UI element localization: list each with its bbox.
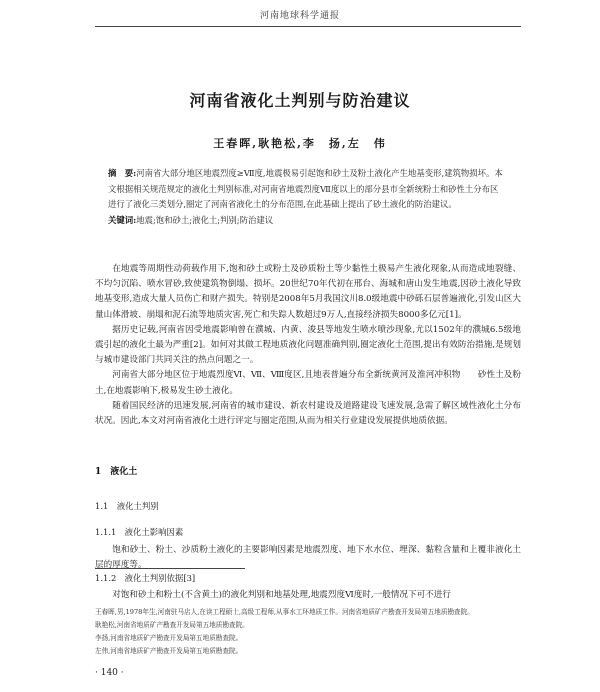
footnote-author-3: 李扬,河南省地质矿产勘查开发局第五地质勘查院。	[95, 634, 243, 642]
footnotes	[95, 606, 521, 658]
body-paragraph: 饱和砂土、粉土、沙质粉土液化的主要影响因素是地震烈度、地下水水位、埋深、黏粒含量和上覆非液化土层的厚度等。	[95, 545, 521, 571]
section-heading-1-1: 1.1 液化土判别	[95, 501, 159, 511]
abstract-label: 摘 要:	[108, 168, 137, 178]
introduction	[95, 262, 521, 429]
section-heading-1-1-2: 1.1.2 液化土判别依据[3]	[95, 572, 199, 584]
page-number: · 140 ·	[95, 668, 124, 678]
abstract-block	[108, 166, 506, 228]
header-rule	[95, 26, 521, 27]
intro-paragraph: 在地震等周期性动荷载作用下,饱和砂土或粉土及砂质粉土等少黏性土极易产生液化现象,从而造成地裂缝、不均匀沉陷、喷水冒砂,致使建筑物倒塌、损坏。20世纪70年代初在邢台、海城和唐山发生地震,因砂土液化导致地基变形,造成大量人员伤亡和财产损失。特别是2008年5月我国汶川8.0级地震中砂砾石层普遍液化,引发山区大量山体滑坡、崩塌和泥石流等地质灾害,死亡和失踪人数超过9万人,直接经济损失8000多亿元[1]。	[95, 264, 521, 320]
footnote-rule	[95, 568, 245, 569]
running-header: 河南地球科学通报	[259, 11, 340, 21]
abstract-paragraph	[108, 166, 506, 213]
section-heading-1-1-1: 1.1.1 液化土影响因素	[95, 527, 184, 537]
section-1-1-2-body	[95, 588, 521, 603]
keywords-text: 地震;饱和砂土;液化土;判别;防治建议	[136, 214, 274, 225]
footnote-author-4: 左伟,河南省地质矿产勘查开发局第五地质勘查院。	[95, 647, 243, 655]
keywords-line	[108, 213, 506, 229]
paper-title: 河南省液化土判别与防治建议	[189, 91, 411, 110]
intro-paragraph: 据历史记载,河南省因受地震影响曾在濮城、内黄、浚县等地发生喷水喷沙现象,尤以1502年的濮城6.5级地震引起的液化土最为严重[2]。如何对其做工程地质液化问题准确判别,圈定液化土范围,提出有效防治措施,是规划与城市建设部门共同关注的热点问题之一。	[95, 324, 521, 366]
footnote-author-2: 耿艳松,河南省地质矿产勘查开发局第五地质勘查院。	[95, 621, 249, 629]
keywords-label: 关键词:	[108, 214, 137, 225]
author-list: 王春晖,耿艳松,李 扬,左 伟	[213, 137, 387, 150]
footnote-author-1: 王春晖,男,1978年生,河南驻马店人,在读工程硕士,高级工程师,从事水工环地质工作。河南省地质矿产勘查开发局第五地质勘查院。	[95, 608, 474, 616]
intro-paragraph: 河南省大部分地区位于地震烈度Ⅵ、Ⅶ、Ⅷ度区,且地表普遍分布全新统黄河及淮河冲积物 砂性土及粉土,在地震影响下,极易发生砂土液化。	[95, 370, 521, 396]
intro-paragraph: 随着国民经济的迅速发展,河南省的城市建设、新农村建设及道路建设飞速发展,急需了解区域性液化土分布状况。因此,本文对河南省液化土进行评定与圈定范围,从而为相关行业建设发展提供地质依据。	[95, 400, 521, 427]
abstract-text: 河南省大部分地区地震烈度≥Ⅶ度,地震极易引起饱和砂土及粉土液化产生地基变形,建筑物损坏。本文根据相关规范规定的液化土判别标准,对河南省地震烈度Ⅶ度以上的部分县市全新统粉土和砂性土分布区进行了液化三类划分,圈定了河南省液化土的分布范围,在此基础上提出了砂土液化的防治建议。	[108, 168, 503, 209]
body-paragraph: 对饱和砂土和粉土(不含黄土)的液化判别和地基处理,地震烈度Ⅵ度时,一般情况下可不进行	[112, 590, 451, 600]
section-heading-1: 1 液化土	[95, 467, 138, 477]
